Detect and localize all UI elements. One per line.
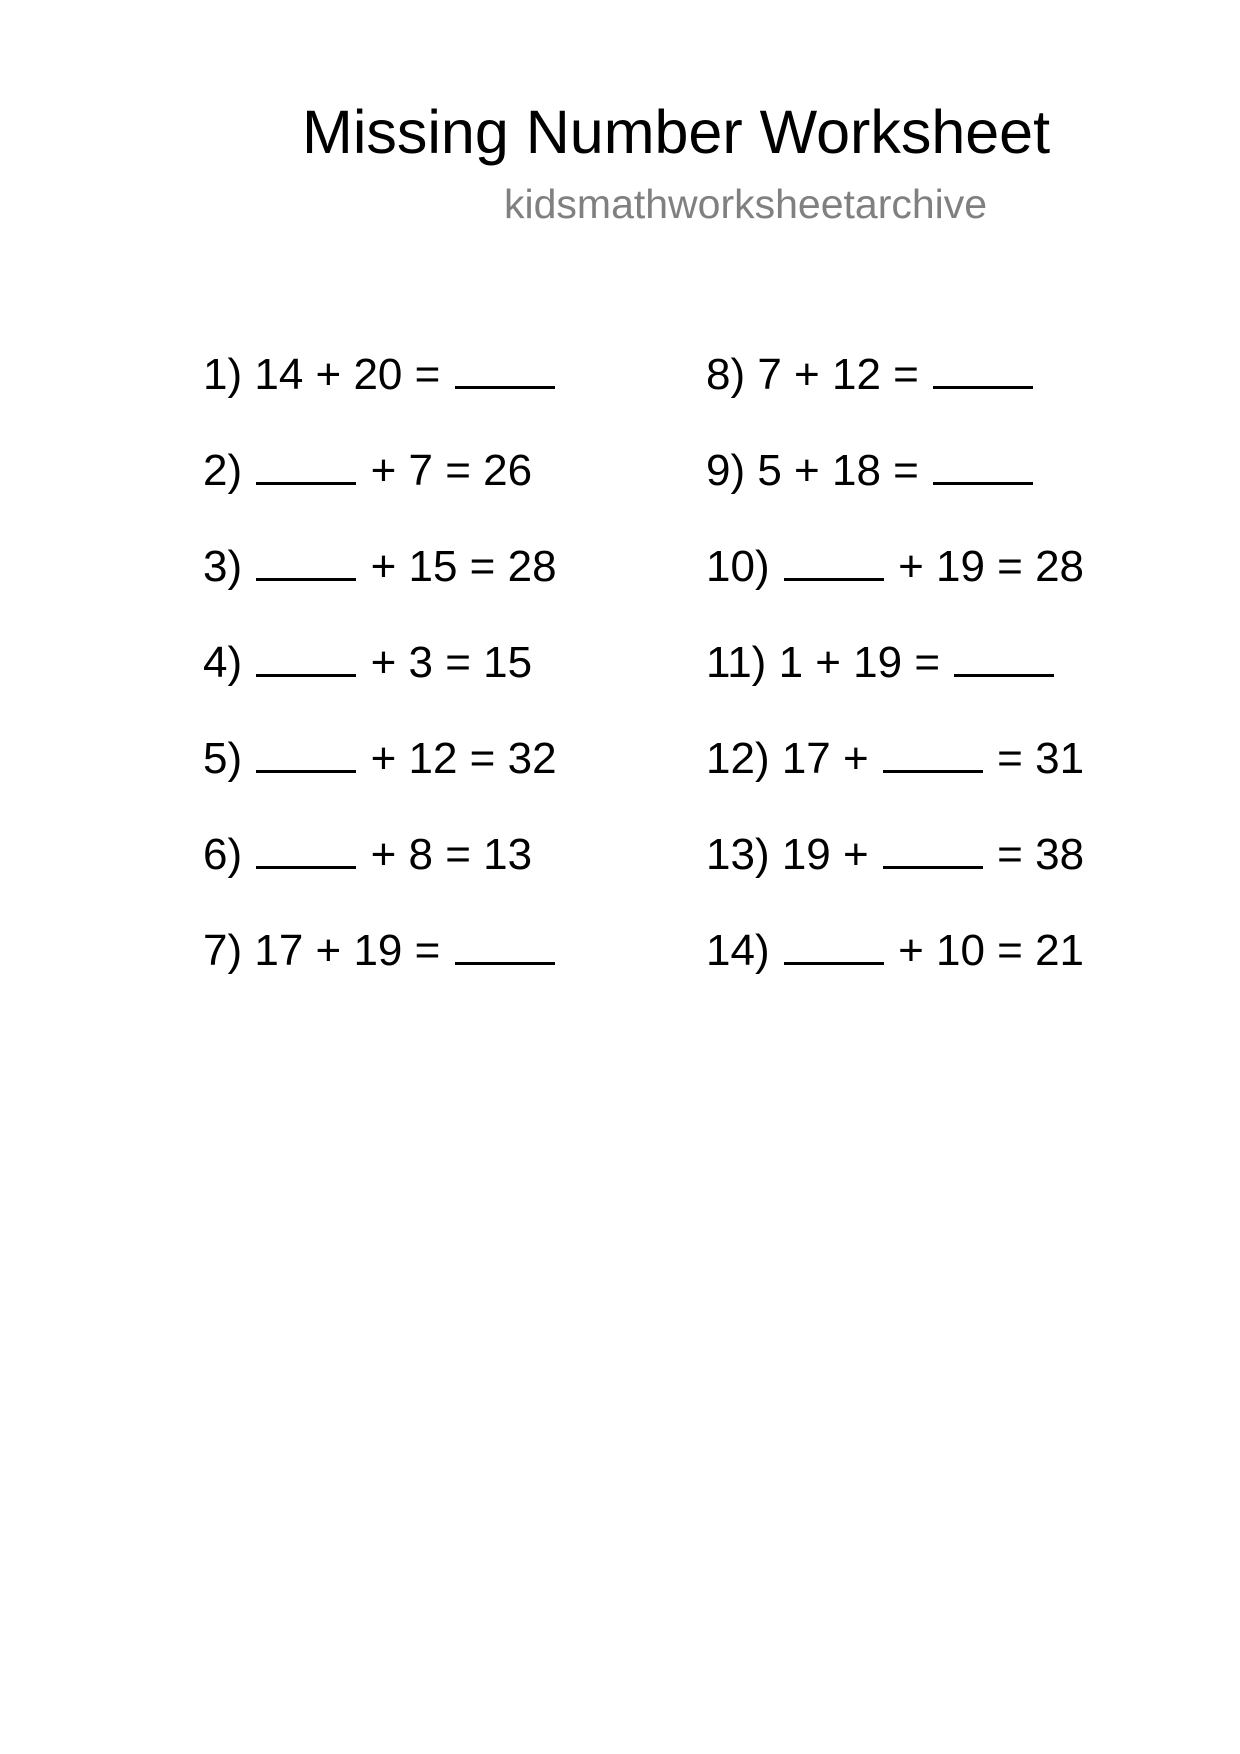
problem-text: 17 + 19 =	[254, 926, 441, 975]
answer-blank[interactable]	[954, 638, 1054, 677]
problem-10	[706, 542, 1084, 638]
problem-12	[706, 734, 1084, 830]
problem-number: 6)	[203, 830, 243, 879]
problem-number: 13)	[706, 830, 770, 879]
problem-number: 14)	[706, 926, 770, 975]
problem-1	[203, 350, 557, 446]
problem-text: + 3 = 15	[370, 638, 533, 687]
problem-text: 5 + 18 =	[757, 446, 919, 495]
problem-number: 4)	[203, 638, 243, 687]
answer-blank[interactable]	[455, 350, 555, 389]
answer-blank[interactable]	[933, 446, 1033, 485]
problem-text: 1 + 19 =	[778, 638, 941, 687]
problem-text: + 8 = 13	[370, 830, 533, 879]
problem-number: 8)	[706, 350, 746, 399]
problem-text: 19 +	[781, 830, 869, 879]
problem-text: 7 + 12 =	[757, 350, 919, 399]
problems-left-column	[203, 350, 557, 1022]
problem-text: 17 +	[781, 734, 869, 783]
problems-right-column	[706, 350, 1084, 1022]
problem-number: 3)	[203, 542, 243, 591]
problem-9	[706, 446, 1084, 542]
problem-3	[203, 542, 557, 638]
answer-blank[interactable]	[256, 638, 356, 677]
answer-blank[interactable]	[256, 734, 356, 773]
answer-blank[interactable]	[933, 350, 1033, 389]
answer-blank[interactable]	[784, 926, 884, 965]
problem-number: 2)	[203, 446, 243, 495]
problem-text: = 38	[997, 830, 1085, 879]
problem-number: 1)	[203, 350, 243, 399]
problem-number: 9)	[706, 446, 746, 495]
problem-11	[706, 638, 1084, 734]
problem-4	[203, 638, 557, 734]
answer-blank[interactable]	[784, 542, 884, 581]
answer-blank[interactable]	[256, 830, 356, 869]
worksheet-title: Missing Number Worksheet	[302, 98, 1051, 166]
problem-7	[203, 926, 557, 1022]
problem-14	[706, 926, 1084, 1022]
problem-text: + 10 = 21	[898, 926, 1085, 975]
answer-blank[interactable]	[256, 446, 356, 485]
problem-number: 10)	[706, 542, 770, 591]
problem-text: + 7 = 26	[370, 446, 533, 495]
problem-5	[203, 734, 557, 830]
problem-number: 5)	[203, 734, 243, 783]
problem-text: 14 + 20 =	[254, 350, 441, 399]
problem-8	[706, 350, 1084, 446]
answer-blank[interactable]	[455, 926, 555, 965]
problem-text: + 19 = 28	[898, 542, 1085, 591]
problem-text: + 15 = 28	[370, 542, 557, 591]
problem-number: 12)	[706, 734, 770, 783]
answer-blank[interactable]	[883, 734, 983, 773]
problem-6	[203, 830, 557, 926]
problem-number: 11)	[706, 638, 767, 687]
problem-13	[706, 830, 1084, 926]
problem-2	[203, 446, 557, 542]
answer-blank[interactable]	[883, 830, 983, 869]
problem-text: = 31	[997, 734, 1085, 783]
problem-text: + 12 = 32	[370, 734, 557, 783]
problem-number: 7)	[203, 926, 243, 975]
worksheet-source: kidsmathworksheetarchive	[504, 181, 988, 227]
answer-blank[interactable]	[256, 542, 356, 581]
